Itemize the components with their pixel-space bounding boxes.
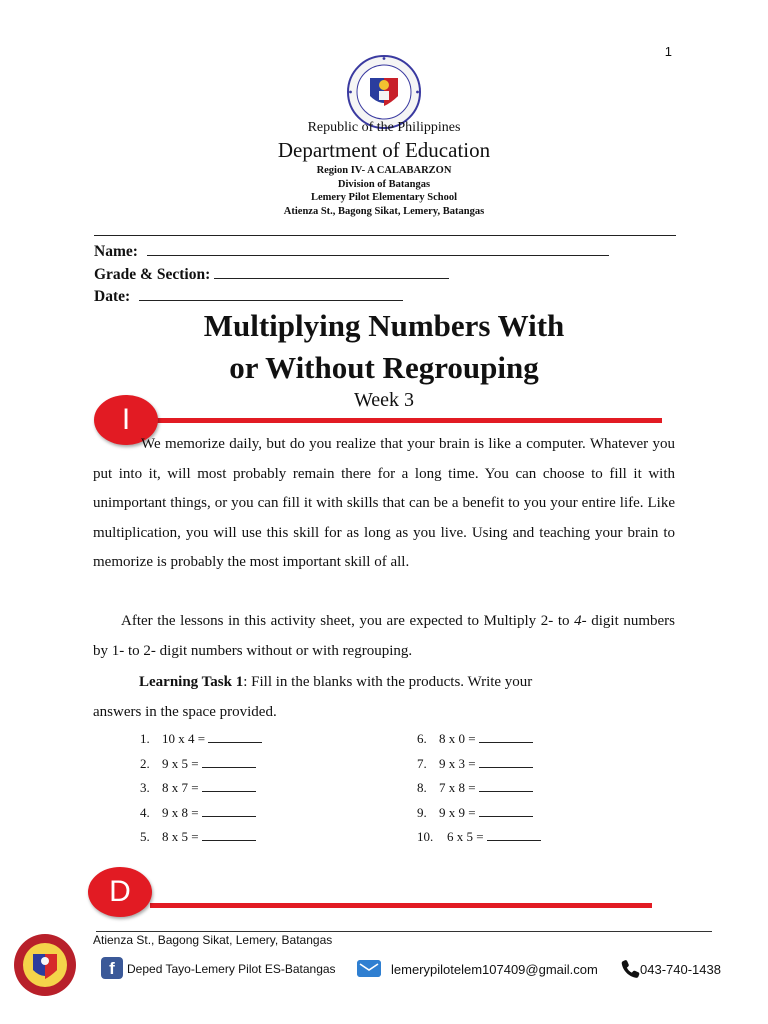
question-number: 4. — [140, 804, 150, 820]
answer-blank[interactable] — [479, 756, 533, 768]
answer-blank[interactable] — [202, 805, 256, 817]
question-text: 8 x 0 = — [439, 731, 476, 746]
question-text: 8 x 7 = — [162, 780, 199, 796]
question-item — [140, 727, 262, 752]
footer-email[interactable]: lemerypilotelem107409@gmail.com — [391, 962, 598, 977]
question-text: 10 x 4 = — [162, 731, 206, 746]
student-info-fields — [94, 240, 609, 308]
question-number: 1. — [140, 731, 150, 746]
answer-blank[interactable] — [202, 780, 256, 792]
school-logo-icon — [12, 932, 78, 998]
name-field[interactable] — [147, 240, 609, 256]
question-item — [140, 801, 262, 826]
title-line-2: or Without Regrouping — [229, 350, 539, 385]
questions-right — [417, 727, 541, 850]
question-number: 3. — [140, 780, 150, 796]
footer-facebook-page[interactable]: Deped Tayo-Lemery Pilot ES-Batangas — [127, 962, 336, 976]
header-address: Atienza St., Bagong Sikat, Lemery, Batangas — [283, 205, 485, 217]
facebook-icon[interactable]: f — [101, 957, 123, 979]
intro-text — [93, 430, 675, 578]
worksheet-title — [0, 305, 768, 389]
question-number: 9. — [417, 804, 427, 820]
header-division: Division of Batangas — [337, 178, 431, 190]
grade-section-field[interactable] — [214, 263, 449, 279]
question-number: 7. — [417, 755, 427, 771]
question-item — [140, 752, 262, 777]
footer-divider — [96, 931, 712, 932]
learning-task — [93, 667, 675, 727]
intro-paragraph: We memorize daily, but do you realize that your brain is like a computer. Whatever you put into it, will most probably remain there for a long time. You can choose to fill it with unimportant things, or you can fill it with skills that can be a benefit to you your entire life. Like multiplication, you will use this skill for as long as you live. Using and teaching your brain to memorize is probably the most important skill of all. — [93, 436, 675, 570]
page-number: 1 — [664, 44, 672, 59]
section-i-line — [150, 418, 662, 423]
task-instruction — [93, 667, 675, 697]
header-region: Region IV- A CALABARZON — [316, 165, 452, 176]
answer-blank[interactable] — [479, 805, 533, 817]
footer-address: Atienza St., Bagong Sikat, Lemery, Batangas — [93, 933, 333, 947]
question-text: 9 x 8 = — [162, 804, 199, 820]
question-number: 10. — [417, 829, 434, 845]
objective-paragraph — [93, 607, 675, 666]
objective-text — [93, 607, 675, 666]
objective-after: digit numbers by 1- to 2- digit numbers without or with regrouping. — [93, 613, 675, 659]
question-item — [140, 825, 262, 850]
answer-blank[interactable] — [208, 731, 262, 743]
grade-section-row — [94, 263, 609, 286]
task-instruction-line-2: answers in the space provided. — [93, 704, 277, 720]
objective-italic: 4- — [574, 613, 587, 629]
answer-blank[interactable] — [202, 756, 256, 768]
question-text: 9 x 9 = — [439, 804, 476, 820]
answer-blank[interactable] — [487, 829, 541, 841]
question-text: 9 x 5 = — [162, 755, 199, 771]
phone-icon — [619, 958, 641, 980]
question-item — [140, 776, 262, 801]
question-number: 2. — [140, 755, 150, 771]
question-item — [417, 752, 541, 777]
name-row — [94, 240, 609, 263]
task-instruction-line-1: : Fill in the blanks with the products. Write your — [243, 674, 533, 690]
answer-blank[interactable] — [479, 731, 533, 743]
question-text: 6 x 5 = — [447, 829, 484, 845]
header-divider — [94, 235, 676, 236]
header-department: Department of Education — [277, 138, 491, 162]
question-item — [417, 727, 541, 752]
section-d-line — [150, 903, 652, 908]
grade-section-label: Grade & Section: — [94, 265, 211, 283]
name-label: Name: — [94, 243, 138, 260]
answer-blank[interactable] — [202, 829, 256, 841]
week-label: Week 3 — [353, 389, 415, 411]
question-number: 8. — [417, 780, 427, 796]
section-i-badge: I — [94, 395, 158, 445]
footer-phone[interactable]: 043-740-1438 — [640, 962, 721, 977]
question-item — [417, 801, 541, 826]
objective-before: After the lessons in this activity sheet, you are expected to Multiply 2- to — [121, 613, 575, 629]
question-item — [417, 776, 541, 801]
section-d-badge: D — [88, 867, 152, 917]
question-number: 6. — [417, 731, 427, 746]
deped-seal-icon — [346, 54, 422, 130]
title-line-1: Multiplying Numbers With — [203, 308, 565, 343]
question-number: 5. — [140, 829, 150, 845]
header-school: Lemery Pilot Elementary School — [310, 192, 458, 203]
task-label: Learning Task 1 — [139, 674, 244, 690]
question-text: 7 x 8 = — [439, 780, 476, 796]
questions-left — [140, 727, 262, 850]
question-text: 8 x 5 = — [162, 829, 199, 845]
answer-blank[interactable] — [479, 780, 533, 792]
date-label: Date: — [94, 288, 131, 305]
question-text: 9 x 3 = — [439, 755, 476, 771]
header-republic: Republic of the Philippines — [307, 120, 461, 135]
question-item — [417, 825, 541, 850]
header-details — [0, 164, 768, 218]
mail-icon[interactable] — [357, 960, 381, 977]
date-field[interactable] — [139, 285, 403, 301]
